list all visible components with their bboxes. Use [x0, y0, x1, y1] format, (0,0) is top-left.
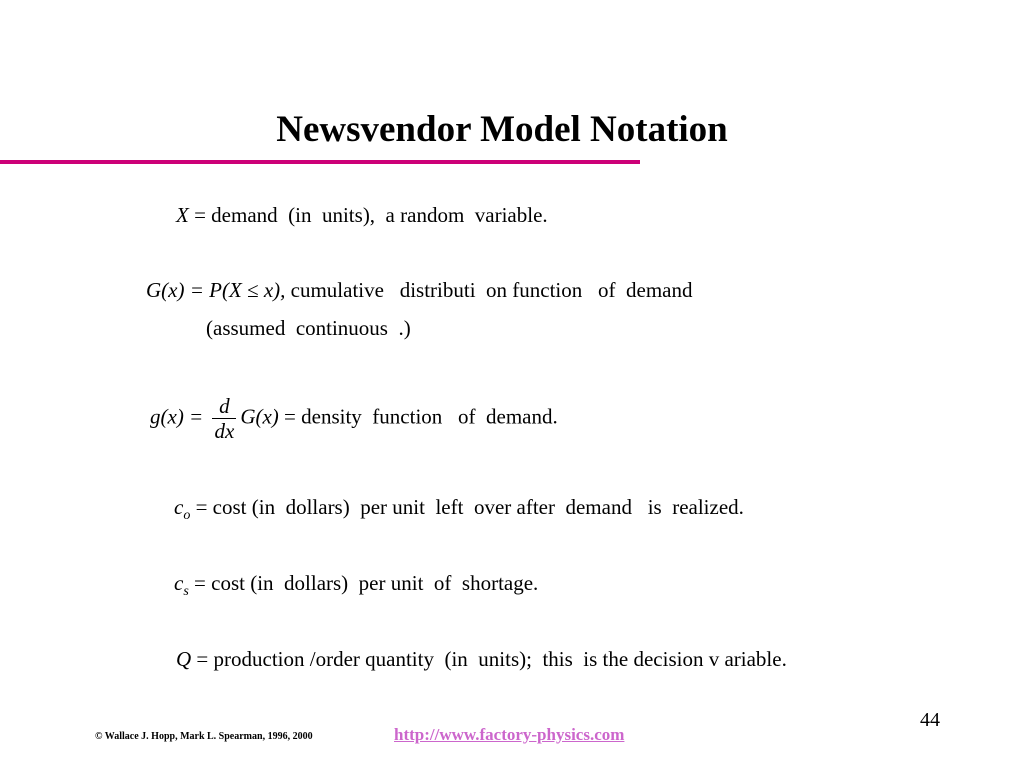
cdf-lhs: G(x) = P(X ≤ x), [146, 278, 286, 302]
overage-definition: cost (in dollars) per unit left over after demand is realized. [212, 495, 744, 519]
slide-title: Newsvendor Model Notation [276, 109, 728, 150]
equals-sign: = [188, 571, 212, 595]
equation-shortage-cost [174, 570, 539, 599]
equation-cdf [146, 277, 692, 303]
equals-sign: = [190, 495, 213, 519]
symbol-c: c [174, 571, 184, 595]
copyright-notice: © Wallace J. Hopp, Mark L. Spearman, 1996, 2000 [95, 731, 313, 742]
equals-sign: = [191, 647, 214, 671]
derivative-fraction [212, 394, 236, 443]
equation-cdf-note: (assumed continuous .) [206, 316, 411, 340]
cdf-definition: cumulative distributi on function of demand [285, 278, 693, 302]
shortage-definition: cost (in dollars) per unit of shortage. [211, 571, 539, 595]
symbol-Q: Q [176, 647, 192, 671]
demand-definition: demand (in units), a random variable. [211, 203, 548, 227]
website-link[interactable]: http://www.factory-physics.com [394, 725, 625, 744]
equals-sign: = [188, 203, 212, 227]
equation-quantity [176, 646, 787, 672]
symbol-c: c [174, 495, 184, 519]
page-number: 44 [920, 709, 940, 731]
density-G: G(x) [240, 404, 279, 429]
fraction-numerator: d [212, 394, 236, 419]
subscript-o: o [183, 508, 191, 523]
density-definition: = density function of demand. [278, 404, 558, 429]
density-lhs: g(x) = [150, 404, 209, 429]
fraction-denominator: dx [214, 419, 235, 443]
quantity-definition: production /order quantity (in units); this is the decision v ariable. [213, 647, 787, 671]
equation-demand [176, 202, 548, 228]
equation-density [150, 394, 558, 443]
title-underline [0, 160, 640, 164]
subscript-s: s [183, 584, 189, 599]
equation-overage-cost [174, 494, 744, 523]
symbol-X: X [176, 203, 189, 227]
